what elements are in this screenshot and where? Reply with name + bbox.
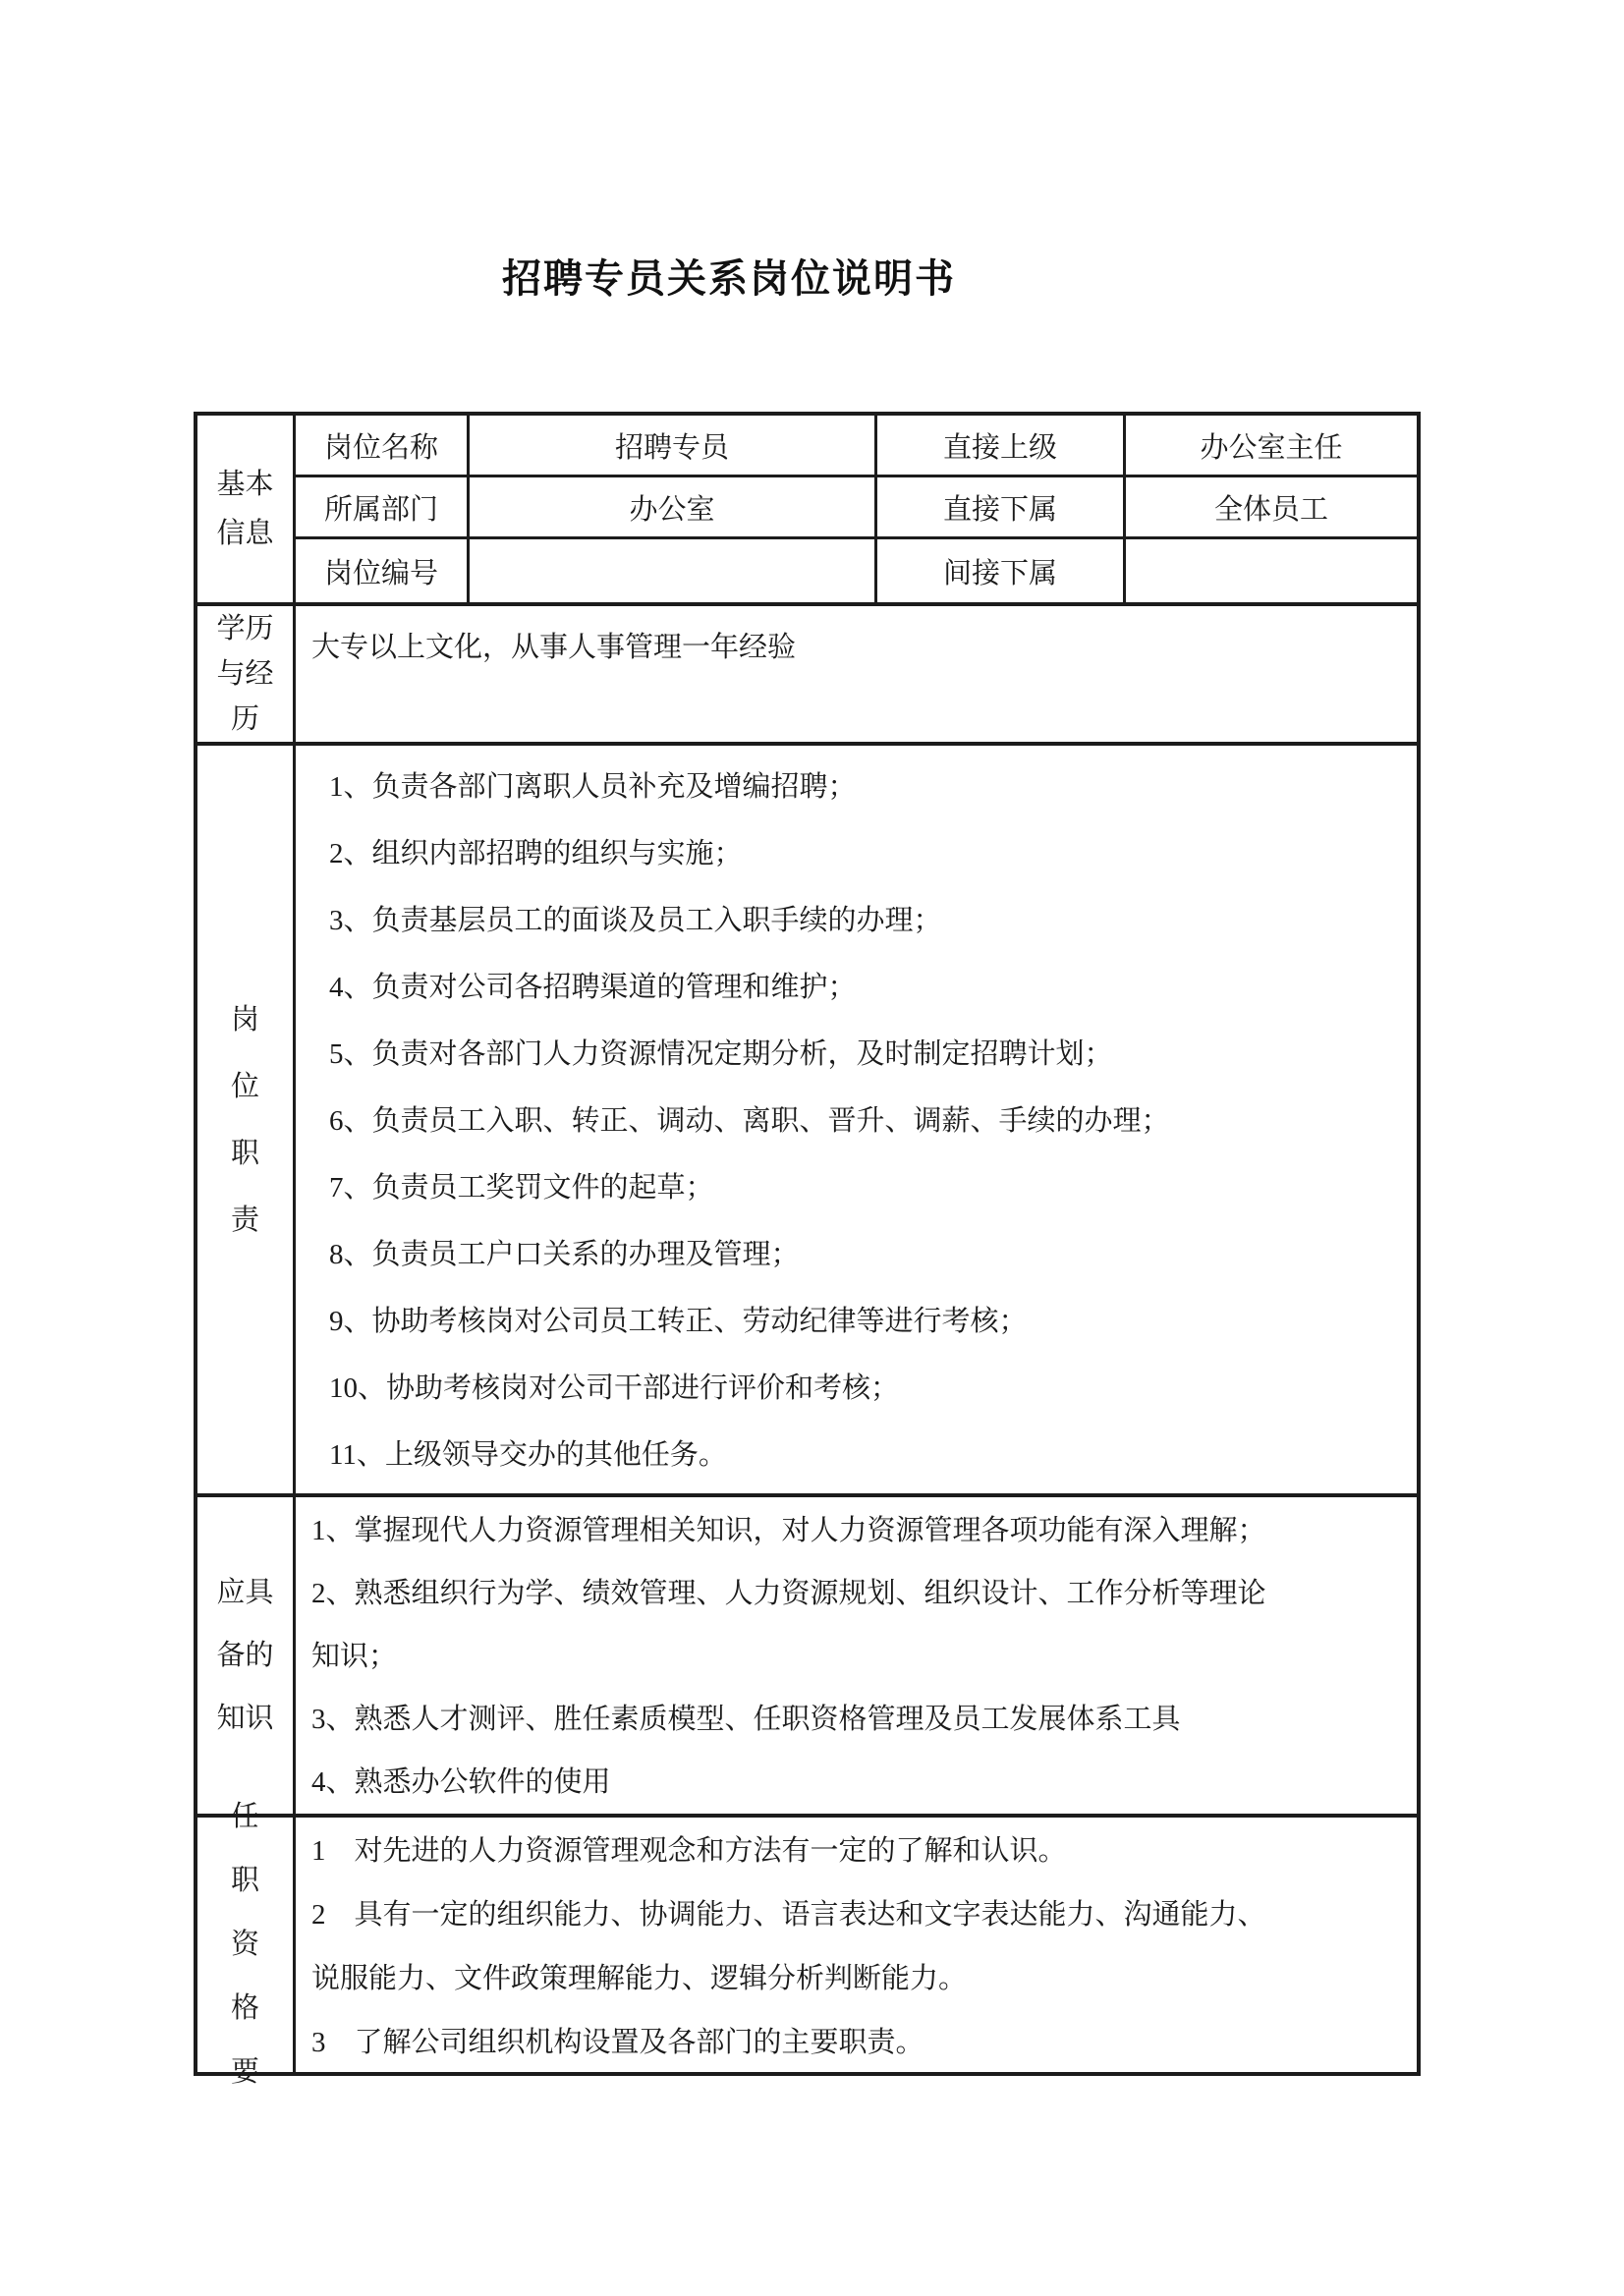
education-section <box>197 606 1417 746</box>
text-line: 3、熟悉人才测评、胜任素质模型、任职资格管理及员工发展体系工具 <box>311 1704 1181 1735</box>
label-line: 历 <box>230 703 259 735</box>
text-line: 6、负责员工入职、转正、调动、离职、晋升、调薪、手续的办理； <box>329 1105 1170 1137</box>
label-line: 职 <box>230 1137 259 1169</box>
label-line: 责 <box>230 1204 259 1236</box>
field-value: 招聘专员 <box>470 416 877 475</box>
text-line: 知识； <box>311 1641 398 1672</box>
field-label: 直接上级 <box>877 416 1126 475</box>
field-value: 全体员工 <box>1213 493 1328 526</box>
qualification-section <box>197 1801 1417 2088</box>
field-value: 办公室主任 <box>1200 431 1343 464</box>
text-line: 5、负责对各部门人力资源情况定期分析，及时制定招聘计划； <box>329 1038 1113 1070</box>
label-line: 应具 <box>216 1577 274 1608</box>
label-line: 知识 <box>216 1703 274 1734</box>
page-title: 招聘专员关系岗位说明书 <box>502 256 956 301</box>
field-value: 办公室 <box>470 477 877 536</box>
text-line: 11、上级领导交办的其他任务。 <box>329 1439 727 1471</box>
field-label: 所属部门 <box>296 477 470 536</box>
label-line: 资 <box>230 1929 259 1960</box>
text-line: 1、负责各部门离职人员补充及增编招聘； <box>329 771 857 803</box>
basic-info-section <box>197 416 1417 606</box>
text-line: 2、熟悉组织行为学、绩效管理、人力资源规划、组织设计、工作分析等理论 <box>311 1578 1266 1609</box>
qualification-content <box>296 1818 1417 2072</box>
field-value <box>470 539 877 602</box>
text-line: 4、负责对公司各招聘渠道的管理和维护； <box>329 972 857 1003</box>
text-line: 8、负责员工户口关系的办理及管理； <box>329 1239 800 1270</box>
text-line: 7、负责员工奖罚文件的起草； <box>329 1172 714 1204</box>
field-label: 岗位名称 <box>296 416 470 475</box>
text-line: 大专以上文化，从事人事管理一年经验 <box>311 632 797 663</box>
duties-section <box>197 746 1417 1497</box>
field-label: 直接下属 <box>877 477 1126 536</box>
text-line: 1 对先进的人力资源管理观念和方法有一定的了解和认识。 <box>311 1835 1067 1867</box>
text-line: 2 具有一定的组织能力、协调能力、语言表达和文字表达能力、沟通能力、 <box>311 1899 1266 1931</box>
label-line: 格 <box>230 1992 259 2024</box>
field-value <box>1126 539 1417 602</box>
duties-content <box>296 746 1417 1493</box>
job-description-table <box>194 412 1421 2088</box>
knowledge-label <box>197 1497 296 1814</box>
text-line: 10、协助考核岗对公司干部进行评价和考核； <box>329 1372 900 1404</box>
duties-label <box>197 746 296 1493</box>
label-line: 职 <box>230 1865 259 1896</box>
knowledge-section <box>197 1497 1417 1818</box>
label-line: 要 <box>230 2056 259 2088</box>
basic-info-grid <box>296 416 1417 602</box>
label-line: 备的 <box>216 1640 274 1671</box>
label-line: 任 <box>230 1801 259 1832</box>
knowledge-content <box>296 1497 1417 1814</box>
text-line: 1、掌握现代人力资源管理相关知识，对人力资源管理各项功能有深入理解； <box>311 1515 1266 1546</box>
label-line: 学历 <box>216 613 274 644</box>
education-content <box>296 606 1417 742</box>
field-label: 间接下属 <box>877 539 1126 602</box>
qualification-label <box>197 1801 296 2088</box>
label-line: 位 <box>230 1070 259 1102</box>
label-line: 与经 <box>216 658 274 690</box>
label-line: 信息 <box>216 518 274 549</box>
table-row <box>296 416 1417 477</box>
label-line: 岗 <box>230 1003 259 1036</box>
text-line: 2、组织内部招聘的组织与实施； <box>329 838 743 869</box>
text-line: 3 了解公司组织机构设置及各部门的主要职责。 <box>311 2027 924 2058</box>
label-line: 基本 <box>216 469 274 500</box>
field-label: 岗位编号 <box>296 539 470 602</box>
basic-info-label <box>197 416 296 602</box>
text-line: 说服能力、文件政策理解能力、逻辑分析判断能力。 <box>311 1963 968 1994</box>
text-line: 3、负责基层员工的面谈及员工入职手续的办理； <box>329 905 942 936</box>
text-line: 4、熟悉办公软件的使用 <box>311 1766 611 1798</box>
education-label <box>197 606 296 742</box>
table-row <box>296 477 1417 539</box>
table-row <box>296 539 1417 602</box>
text-line: 9、协助考核岗对公司员工转正、劳动纪律等进行考核； <box>329 1306 1028 1337</box>
